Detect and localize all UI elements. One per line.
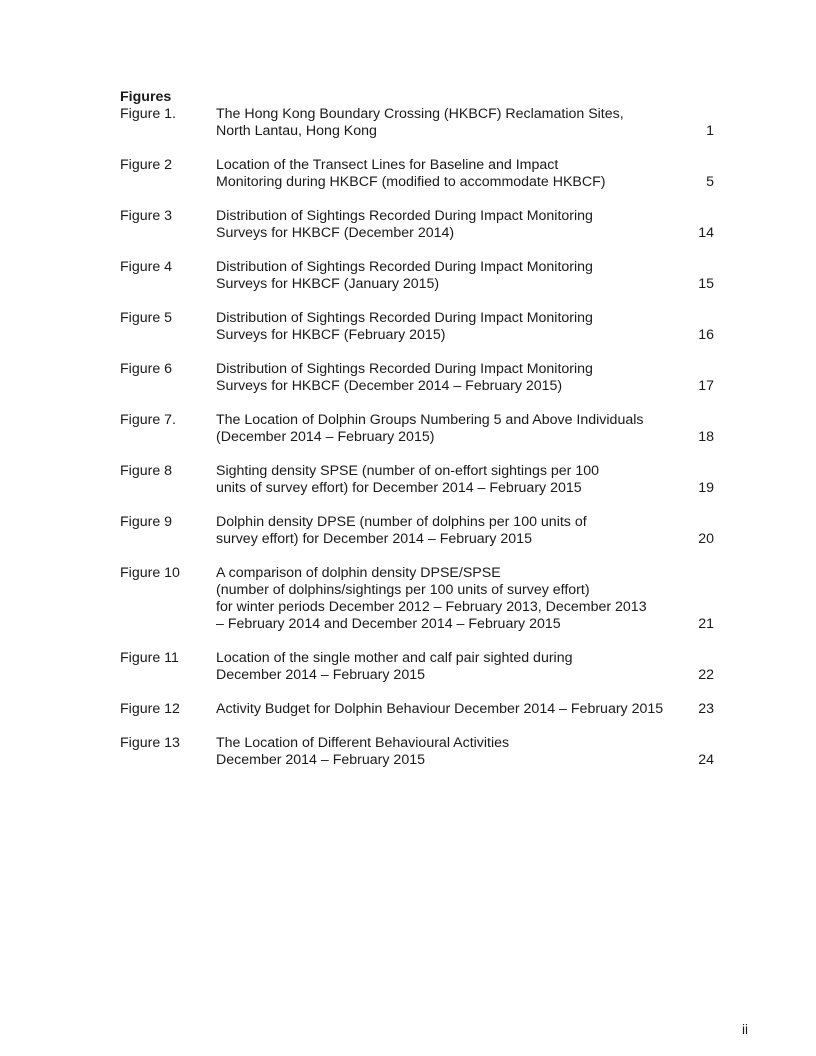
figure-title-line: A comparison of dolphin density DPSE/SPSE [216,565,501,581]
figure-entry [120,650,720,684]
figure-title [216,259,686,293]
figure-title-line: survey effort) for December 2014 – February 2015 [216,531,532,547]
figure-title [216,650,686,684]
figure-label: Figure 2 [120,157,173,173]
figure-label: Figure 5 [120,310,173,326]
figure-entry [120,735,720,769]
figure-page-number: 24 [698,752,714,768]
figure-title-line: (number of dolphins/sightings per 100 units of survey effort) [216,582,590,598]
figure-page-number: 21 [698,616,714,632]
figure-label: Figure 3 [120,208,173,224]
figure-title-line: The Location of Different Behavioural Activities [216,735,510,751]
figure-title-line: Location of the Transect Lines for Baseline and Impact [216,157,559,173]
figure-title [216,701,686,718]
section-heading: Figures [120,89,172,105]
figure-title-line: (December 2014 – February 2015) [216,429,435,445]
figure-entry [120,106,720,140]
figure-entry [120,514,720,548]
figure-label: Figure 1. [120,106,176,122]
figure-label: Figure 6 [120,361,173,377]
figure-title-line: Distribution of Sightings Recorded During Impact Monitoring [216,259,593,275]
figure-entry [120,259,720,293]
figure-title-line: units of survey effort) for December 2014 – February 2015 [216,480,582,496]
figure-title-line: Activity Budget for Dolphin Behaviour December 2014 – February 2015 [216,701,664,717]
figure-title [216,412,686,446]
figure-title-line: December 2014 – February 2015 [216,752,425,768]
figure-entry [120,701,720,718]
figure-entry [120,463,720,497]
figure-title-line: Distribution of Sightings Recorded During Impact Monitoring [216,208,593,224]
figure-title-line: Sighting density SPSE (number of on-effort sightings per 100 [216,463,600,479]
figure-label: Figure 8 [120,463,173,479]
figure-title [216,565,686,633]
figure-title-line: Monitoring during HKBCF (modified to accommodate HKBCF) [216,174,606,190]
page-folio: ii [742,1022,748,1037]
figure-page-number: 20 [698,531,714,547]
figure-title-line: Distribution of Sightings Recorded During Impact Monitoring [216,310,593,326]
figure-page-number: 22 [698,667,714,683]
figure-title-line: for winter periods December 2012 – February 2013, December 2013 [216,599,647,615]
figure-page-number: 5 [706,174,714,190]
figure-list [120,106,720,769]
figure-label: Figure 10 [120,565,180,581]
figure-page-number: 16 [698,327,714,343]
figure-entry [120,157,720,191]
figure-label: Figure 4 [120,259,173,275]
figure-title [216,514,686,548]
figure-title [216,208,686,242]
figure-title [216,361,686,395]
figure-title [216,735,686,769]
figure-entry [120,361,720,395]
figure-title-line: The Location of Dolphin Groups Numbering 5 and Above Individuals [216,412,644,428]
figure-title-line: North Lantau, Hong Kong [216,123,377,139]
figure-label: Figure 12 [120,701,180,717]
figure-title-line: Surveys for HKBCF (February 2015) [216,327,446,343]
figure-title-line: December 2014 – February 2015 [216,667,425,683]
figure-title-line: – February 2014 and December 2014 – February 2015 [216,616,561,632]
figure-entry [120,208,720,242]
figure-page-number: 15 [698,276,714,292]
figure-title [216,463,686,497]
figure-page-number: 19 [698,480,714,496]
figure-label: Figure 9 [120,514,173,530]
figure-title-line: Surveys for HKBCF (January 2015) [216,276,440,292]
figure-page-number: 18 [698,429,714,445]
figure-title [216,310,686,344]
figure-entry [120,412,720,446]
figure-title-line: The Hong Kong Boundary Crossing (HKBCF) Reclamation Sites, [216,106,624,122]
figure-title-line: Surveys for HKBCF (December 2014) [216,225,455,241]
figure-title-line: Dolphin density DPSE (number of dolphins per 100 units of [216,514,587,530]
figure-page-number: 17 [698,378,714,394]
figure-entry [120,310,720,344]
figure-label: Figure 11 [120,650,179,666]
figure-title [216,106,686,140]
figure-label: Figure 13 [120,735,180,751]
figure-title-line: Surveys for HKBCF (December 2014 – February 2015) [216,378,563,394]
figure-page-number: 14 [698,225,714,241]
figure-title [216,157,686,191]
figure-page-number: 1 [706,123,714,139]
figure-entry [120,565,720,633]
figure-title-line: Location of the single mother and calf pair sighted during [216,650,573,666]
figure-label: Figure 7. [120,412,176,428]
figure-page-number: 23 [698,701,714,717]
figure-title-line: Distribution of Sightings Recorded During Impact Monitoring [216,361,593,377]
